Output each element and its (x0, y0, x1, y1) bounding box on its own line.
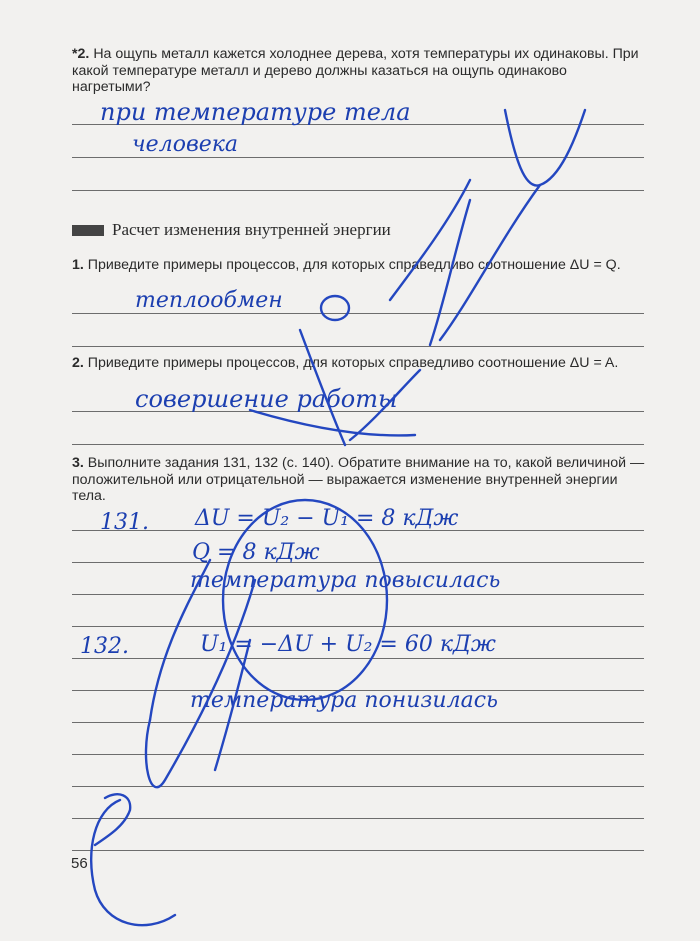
ink-stroke (215, 640, 250, 770)
handwritten-answer: Q = 8 кДж (192, 540, 320, 565)
task-text: Приведите примеры процессов, для которых справедливо соотношение ΔU = Q. (87, 257, 621, 273)
task-text: Выполните задания 131, 132 (с. 140). Обратите внимание на то, какой величиной — положительной или отрицательной — выражается изменение внутренней энергии тела. (72, 455, 645, 504)
ink-stroke (505, 110, 585, 186)
handwritten-answer: человека (132, 132, 239, 157)
handwritten-answer: совершение работы (135, 385, 398, 413)
handwritten-answer: при температуре тела (100, 98, 411, 126)
ink-stroke (91, 800, 175, 925)
ink-stroke (321, 296, 349, 320)
handwritten-answer: температура повысилась (190, 568, 501, 593)
section-title: Расчет изменения внутренней энергии (112, 220, 391, 239)
task-number: 3. (72, 455, 84, 471)
task-text: Приведите примеры процессов, для которых справедливо соотношение ΔU = A. (87, 355, 619, 371)
task-number: 2. (72, 355, 84, 371)
handwritten-answer: теплообмен (135, 288, 283, 313)
task-text: На ощупь металл кажется холоднее дерева, хотя температуры их одинаковы. При какой температуре металл и дерево должны казаться на ощупь одинаково нагретыми? (72, 46, 639, 95)
ink-stroke (350, 370, 420, 440)
task-number: *2. (72, 46, 90, 62)
handwritten-answer: ΔU = U₂ − U₁ = 8 кДж (195, 506, 459, 531)
ink-stroke (150, 560, 210, 720)
ink-stroke (223, 500, 387, 700)
ink-stroke (430, 200, 470, 345)
task-number: 1. (72, 257, 84, 273)
page-number: 56 (71, 855, 88, 872)
handwritten-answer: 131. (100, 510, 149, 535)
handwritten-answer: U₁ = −ΔU + U₂ = 60 кДж (200, 632, 496, 657)
handwritten-answer: 132. (80, 634, 129, 659)
handwritten-answer: температура понизилась (190, 688, 498, 713)
